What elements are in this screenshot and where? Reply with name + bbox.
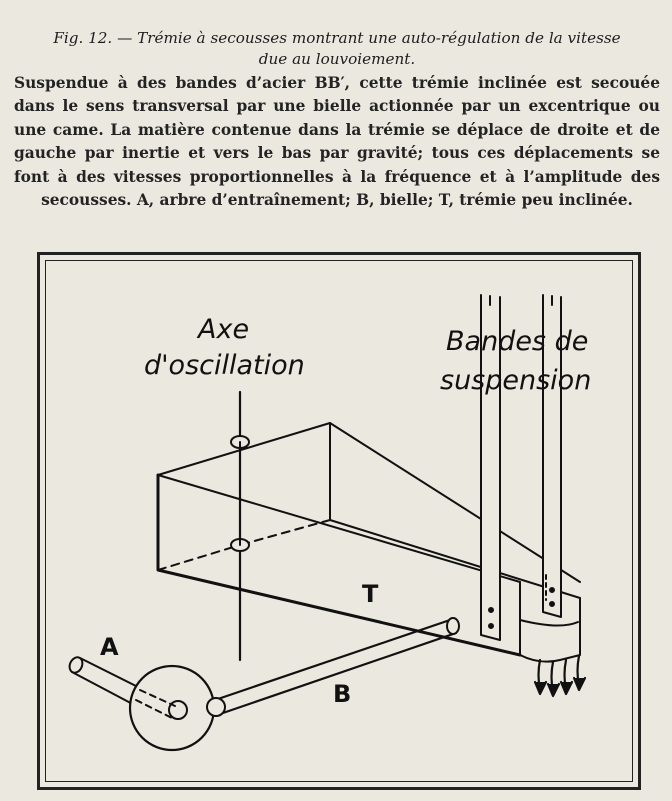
axis-label-line2: d'oscillation: [144, 350, 305, 381]
label-B: B: [333, 680, 352, 708]
eccentric-disc: [130, 666, 214, 750]
straps-label-line1: Bandes de: [446, 326, 589, 357]
label-T: T: [362, 580, 379, 608]
axis-label-line1: Axe: [198, 314, 250, 345]
figure-caption-body: Suspendue à des bandes d’acier BB′, cette trémie inclinée est secouée dans le sens transversal par une bielle actionnée par un excentrique ou une came. La matière contenue dans la trémie se déplace de droite et de gauche par inertie et vers le bas par gravité; tous ces déplacements se font à des vitesses proportionnelles à la fréquence et à l’amplitude des secousses. A, arbre d’entraînement; B, bielle; T, trémie peu inclinée.: [14, 74, 660, 210]
figure-title-line2: due au louvoiement.: [258, 50, 416, 68]
figure-title-line1: — Trémie à secousses montrant une auto-régulation de la vitesse: [112, 29, 621, 47]
label-A: A: [100, 633, 119, 661]
hopper-trough: [158, 423, 580, 662]
figure-label: Fig. 12.: [53, 29, 113, 47]
straps-label-line2: suspension: [440, 365, 592, 396]
